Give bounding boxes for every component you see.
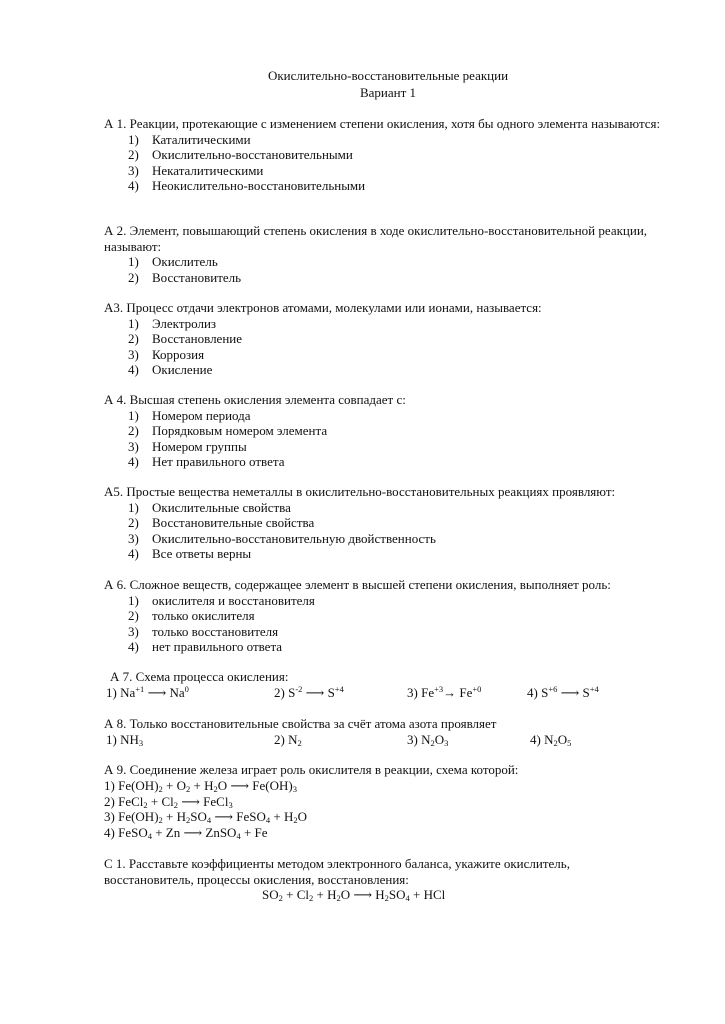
a9-option-2: 2) FeCl$_2$ + $Cl_2$ ⟶ FeCl$_3$	[104, 794, 233, 810]
question-a6	[104, 577, 674, 655]
a8-option-2: 2) $N_2$	[274, 732, 302, 748]
question-text: А3. Процесс отдачи электронов атомами, молекулами или ионами, называется:	[104, 300, 542, 315]
question-text: А 1. Реакции, протекающие с изменением степени окисления, хотя бы одного элемента называются:	[104, 116, 661, 131]
question-a5	[104, 484, 674, 562]
answer-option: 2) только окислителя	[128, 608, 255, 623]
question-a4	[104, 392, 674, 470]
answer-option: 3) Номером группы	[128, 438, 247, 454]
answer-options	[104, 254, 674, 285]
answer-option: 4) Окисление	[128, 362, 213, 377]
answer-option: 4) Неокислительно-восстановительными	[128, 178, 366, 193]
answer-option: 3) Окислительно-восстановительную двойственность	[128, 530, 436, 546]
answer-option: 2) Окислительно-восстановительными	[128, 147, 353, 162]
answer-option: 3) только восстановителя	[128, 623, 279, 639]
answer-options	[104, 132, 674, 194]
a7-option-4: 4) $S^{+6}$ ⟶ $S^{+4}$	[527, 684, 599, 700]
answer-option: 1) окислителя и восстановителя	[128, 592, 315, 608]
question-c1-line1: С 1. Расставьте коэффициенты методом электронного баланса, укажите окислитель,	[104, 856, 570, 871]
answer-option: 1) Окислитель	[128, 254, 218, 269]
question-a7-text: А 7. Схема процесса окисления:	[110, 669, 289, 684]
answer-option: 3) Коррозия	[128, 346, 205, 362]
answer-option: 3) Некаталитическими	[128, 162, 264, 178]
answer-option: 1) Окислительные свойства	[128, 499, 291, 515]
answer-option: 2) Восстановление	[128, 331, 243, 346]
a9-option-3: 3) $Fe(OH)_2 + H_2SO_4$ ⟶ FeSO$_4$ + $H_2O$	[104, 809, 308, 825]
a9-option-4: 4) FeSO$_4$ + Zn ⟶ ZnSO$_4$ + Fe	[104, 825, 268, 841]
question-c1-line2: восстановитель, процессы окисления, восстановления:	[104, 872, 409, 887]
answer-option: 4) нет правильного ответа	[128, 639, 283, 654]
answer-options	[104, 408, 674, 470]
question-text: А5. Простые вещества неметаллы в окислительно-восстановительных реакциях проявляют:	[104, 484, 616, 499]
question-a3	[104, 300, 674, 378]
a7-option-3: 3) $Fe^{+3}\to Fe^{+0}$	[407, 684, 482, 700]
answer-options	[104, 593, 674, 655]
question-a2	[104, 223, 674, 285]
answer-option: 1) Электролиз	[128, 315, 217, 331]
answer-option: 1) Номером периода	[128, 407, 251, 423]
question-a9-text: А 9. Соединение железа играет роль окислителя в реакции, схема которой:	[104, 762, 519, 777]
c1-equation: $SO_2 + Cl_2 + H_2O$ ⟶ $H_2SO_4$ + HCl	[262, 887, 446, 903]
document-title: Окислительно-восстановительные реакции	[267, 68, 509, 83]
question-a8-text: А 8. Только восстановительные свойства за счёт атома азота проявляет	[104, 716, 497, 731]
question-text: А 4. Высшая степень окисления элемента совпадает с:	[104, 392, 406, 407]
question-a1	[104, 116, 674, 194]
answer-option: 2) Восстановитель	[128, 269, 242, 285]
answer-option: 1) Каталитическими	[128, 131, 251, 147]
a8-option-3: 3) $N_2O_3$	[407, 732, 449, 748]
a8-option-4: 4) $N_2O_5$	[530, 732, 572, 748]
a7-option-1: 1) $Na^{+1}$ ⟶ Na$^0$	[106, 684, 189, 700]
a8-option-1: 1) $NH_3$	[106, 732, 144, 748]
answer-options	[104, 500, 674, 562]
a7-option-2: 2) $S^{-2}$ ⟶ $S^{+4}$	[274, 684, 344, 700]
question-text: А 2. Элемент, повышающий степень окисления в ходе окислительно-восстановительной реакции, называют:	[104, 223, 648, 254]
answer-option: 2) Восстановительные свойства	[128, 515, 315, 530]
answer-option: 4) Нет правильного ответа	[128, 454, 285, 469]
answer-option: 2) Порядковым номером элемента	[128, 423, 328, 438]
a9-option-1: 1) $Fe(OH)_2 + O_2 + H_2O$ ⟶ $Fe(OH)_3$	[104, 778, 297, 794]
answer-options	[104, 316, 674, 378]
variant-label: Вариант 1	[359, 85, 417, 100]
question-text: А 6. Сложное веществ, содержащее элемент в высшей степени окисления, выполняет роль:	[104, 577, 611, 592]
answer-option: 4) Все ответы верны	[128, 546, 252, 561]
